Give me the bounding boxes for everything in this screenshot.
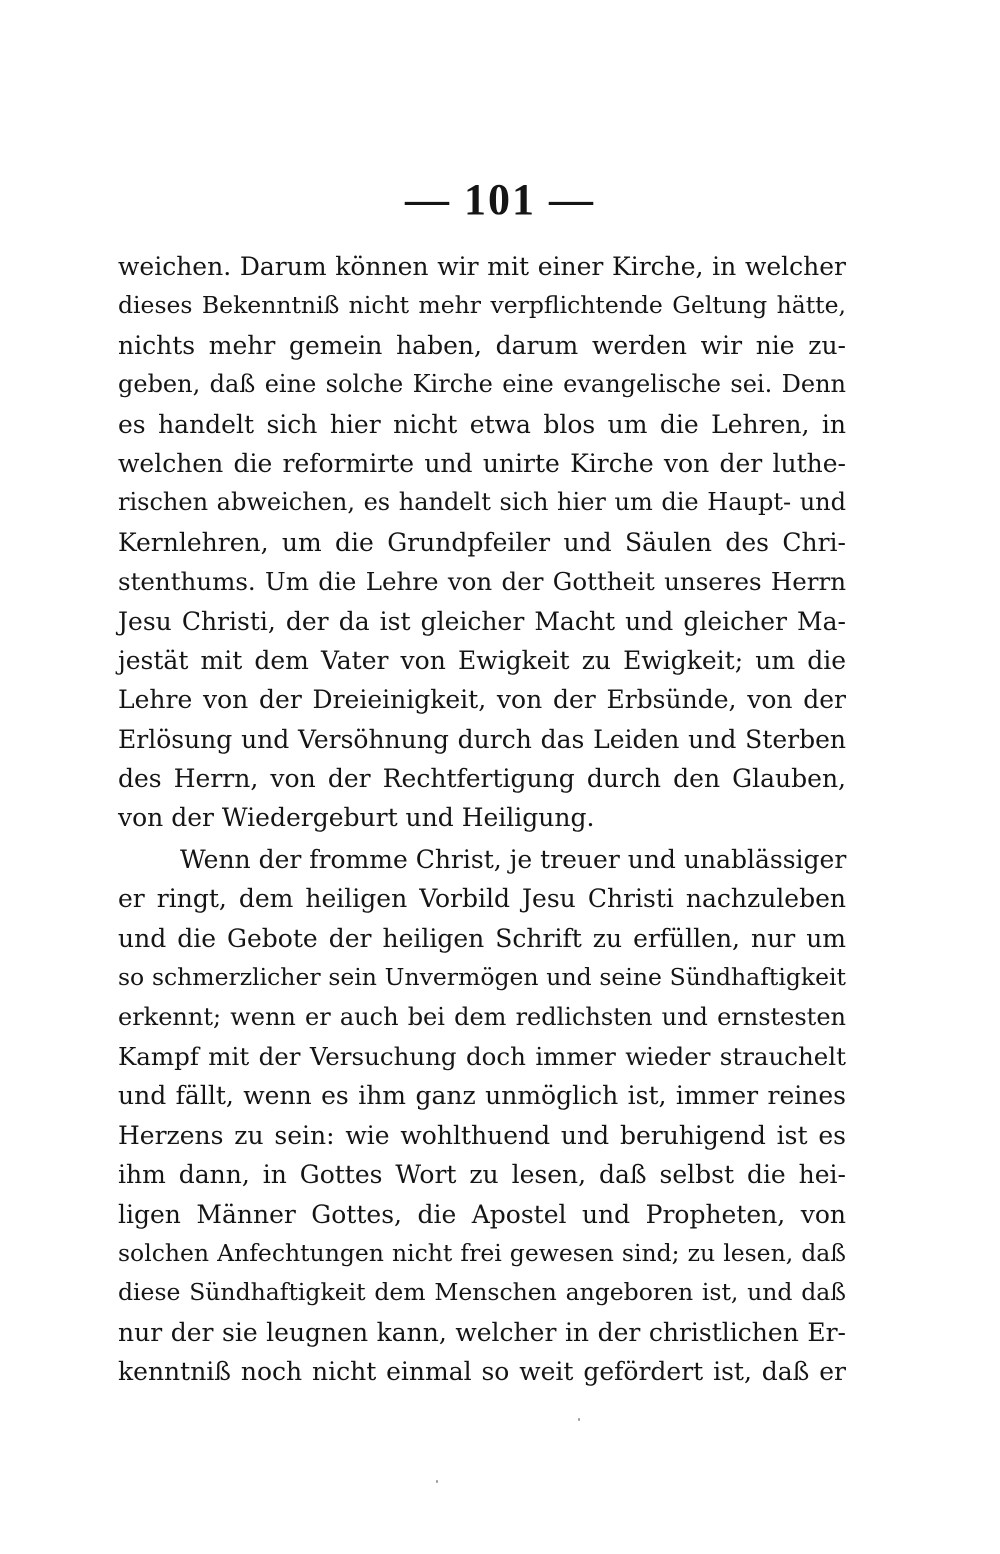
text-line: von der Wiedergeburt und Heiligung.	[118, 803, 595, 833]
paper-speck	[436, 1480, 438, 1483]
text-line: Erlösung und Versöhnung durch das Leiden und Sterben	[118, 724, 846, 754]
text-line: erkennt; wenn er auch bei dem redlichsten und ernstesten	[118, 1002, 846, 1031]
paragraph-1	[118, 247, 846, 838]
text-line: ihm dann, in Gottes Wort zu lesen, daß selbst die hei-	[118, 1160, 846, 1190]
text-line: Jesu Christi, der da ist gleicher Macht und gleicher Ma-	[118, 606, 846, 636]
text-line: Wenn der fromme Christ, je treuer und unablässiger	[180, 845, 847, 874]
text-line: Lehre von der Dreieinigkeit, von der Erbsünde, von der	[118, 685, 846, 715]
text-line: und fällt, wenn es ihm ganz unmöglich ist, immer reines	[118, 1081, 846, 1111]
text-line: dieses Bekenntniß nicht mehr verpflichtende Geltung hätte,	[118, 291, 846, 320]
text-line: so schmerzlicher sein Unvermögen und seine Sündhaftigkeit	[118, 963, 846, 992]
paper-speck	[578, 1418, 580, 1421]
paragraph-2	[118, 840, 846, 1391]
text-line: ligen Männer Gottes, die Apostel und Propheten, von	[118, 1199, 846, 1229]
text-line: Kernlehren, um die Grundpfeiler und Säulen des Chri-	[118, 527, 846, 557]
text-line: nur der sie leugnen kann, welcher in der christlichen Er-	[118, 1317, 846, 1347]
text-line: stenthums. Um die Lehre von der Gottheit unseres Herrn	[118, 567, 846, 597]
text-line: rischen abweichen, es handelt sich hier um die Haupt- und	[118, 488, 846, 517]
text-line: und die Gebote der heiligen Schrift zu erfüllen, nur um	[118, 923, 846, 953]
text-line: er ringt, dem heiligen Vorbild Jesu Christi nachzuleben	[118, 884, 846, 914]
text-line: welchen die reformirte und unirte Kirche von der luthe-	[118, 448, 846, 478]
text-line: kenntniß noch nicht einmal so weit gefördert ist, daß er	[118, 1357, 846, 1387]
text-line: Herzens zu sein: wie wohlthuend und beruhigend ist es	[118, 1120, 846, 1150]
text-line: nichts mehr gemein haben, darum werden wir nie zu-	[118, 330, 846, 360]
text-line: Kampf mit der Versuchung doch immer wieder strauchelt	[118, 1041, 846, 1071]
text-line: weichen. Darum können wir mit einer Kirche, in welcher	[118, 252, 846, 281]
page-number: — 101 —	[405, 175, 595, 224]
text-line: es handelt sich hier nicht etwa blos um die Lehren, in	[118, 409, 846, 439]
text-line: solchen Anfechtungen nicht frei gewesen sind; zu lesen, daß	[118, 1238, 846, 1267]
text-line: diese Sündhaftigkeit dem Menschen angeboren ist, und daß	[118, 1278, 846, 1307]
text-line: des Herrn, von der Rechtfertigung durch den Glauben,	[118, 764, 846, 794]
text-line: geben, daß eine solche Kirche eine evangelische sei. Denn	[118, 370, 846, 399]
text-line: jestät mit dem Vater von Ewigkeit zu Ewigkeit; um die	[118, 645, 846, 675]
